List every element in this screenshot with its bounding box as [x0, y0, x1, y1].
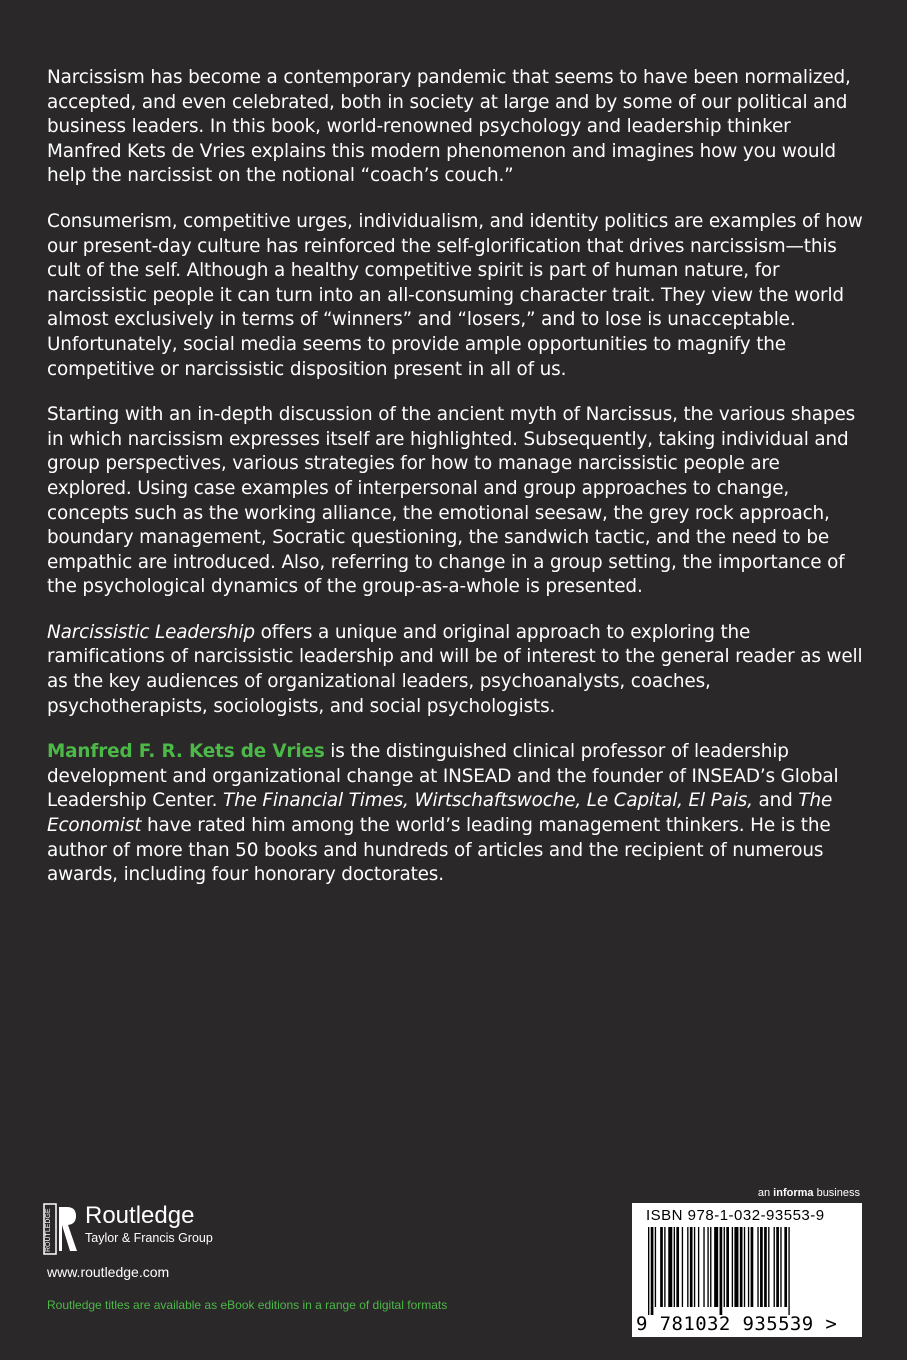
publisher-block [43, 1203, 213, 1255]
barcode-bar [682, 1227, 683, 1307]
barcode-bar [732, 1227, 733, 1307]
barcode-bar [734, 1227, 738, 1307]
barcode-bar [655, 1227, 656, 1307]
blurb-paragraph-1: Narcissism has become a contemporary pandemic that seems to have been normalized, accepted, and even celebrated, both in society at large and by some of our political and business leaders. In this book, world-renowned psychology and leadership thinker Manfred Kets de Vries explains this modern phenomenon and imagines how you would help the narcissist on the notional “coach’s couch.” [47, 67, 851, 187]
ean-digits: 9 781032 935539 > [636, 1313, 838, 1335]
barcode-bar [660, 1227, 663, 1307]
isbn-label: ISBN 978-1-032-93553-9 [646, 1207, 825, 1224]
ebook-note: Routledge titles are available as eBook editions in a range of digital formats [47, 1298, 448, 1312]
barcode-bar [651, 1227, 654, 1315]
barcode-bar [703, 1227, 704, 1307]
publisher-name: Routledge [85, 1202, 195, 1229]
barcode-bar [757, 1227, 758, 1307]
author-bio-text-3: have rated him among the world’s leading management thinkers. He is the author of more than 50 books and hundreds of articles and the recipient of numerous awards, including four honorary doctorates. [47, 815, 831, 886]
barcode-bar [726, 1227, 729, 1307]
barcode-bar [776, 1227, 779, 1307]
barcode-bar [780, 1227, 781, 1307]
author-bio-text-1: is the distinguished clinical professor of leadership development and organizational change at INSEAD and the founder of INSEAD’s Global Leadership Center. [47, 741, 839, 812]
barcode-bar [694, 1227, 695, 1307]
barcode-bar [687, 1227, 688, 1307]
barcode-bar [744, 1227, 745, 1307]
author-bio-publications: The Financial Times, Wirtschaftswoche, Le Capital, El Pais, [222, 790, 753, 812]
barcode-bar [676, 1227, 679, 1307]
barcode-bar [707, 1227, 708, 1307]
blurb-paragraph-4-text: offers a unique and original approach to exploring the ramifications of narcissistic leadership and will be of interest to the general reader as well as the key audiences of organizational leaders, psychoanalysts, coaches, psychotherapists, sociologists, and social psychologists. [47, 621, 863, 717]
barcode-bar [764, 1227, 767, 1307]
blurb-paragraph-3: Starting with an in-depth discussion of the ancient myth of Narcissus, the various shapes in which narcissism expresses itself are highlighted. Subsequently, taking individual and group perspectives, various strategies for how to manage narcissistic people are explored. Using case examples of interpersonal and group approaches to change, concepts such as the working alliance, the emotional seesaw, the grey rock approach, boundary management, Socratic questioning, the sandwich tactic, and the need to be empathic are introduced. Also, referring to change in a group setting, the importance of the psychological dynamics of the group-as-a-whole is presented. [47, 404, 856, 598]
barcode-box [632, 1203, 862, 1337]
informa-brand: informa [773, 1187, 814, 1199]
publisher-url[interactable]: www.routledge.com [47, 1264, 170, 1280]
barcode-bar [740, 1227, 743, 1307]
blurb-paragraph-2: Consumerism, competitive urges, individualism, and identity politics are examples of how our present-day culture has reinforced the self-glorification that drives narcissism—this cult of the self. Although a healthy competitive spirit is part of human nature, for narcissistic people it can turn into an all-consuming character trait. They view the world almost exclusively in terms of “winners” and “losers,” and to lose is unacceptable. Unfortunately, social media seems to provide ample opportunities to magnify the competitive or narcissistic disposition present in all of us. [47, 210, 863, 380]
barcode-bar [698, 1227, 699, 1307]
book-title: Narcissistic Leadership [47, 621, 255, 643]
barcode-bar [668, 1227, 672, 1307]
barcode-bar [748, 1227, 749, 1307]
barcode-bar [724, 1227, 725, 1307]
author-bio [47, 740, 869, 888]
barcode-bar [760, 1227, 763, 1307]
barcode-bar [664, 1227, 665, 1307]
barcode-bar [690, 1227, 693, 1307]
informa-prefix: an [757, 1187, 774, 1199]
informa-suffix: business [813, 1187, 860, 1199]
barcode-bars [642, 1227, 852, 1315]
barcode-bar [710, 1227, 711, 1307]
author-bio-publication-last: The Economist [47, 790, 833, 837]
barcode-bar [648, 1227, 649, 1315]
barcode-bar [768, 1227, 769, 1307]
barcode-bar [720, 1227, 723, 1315]
blurb-paragraph-4 [47, 621, 869, 719]
informa-tagline [758, 1187, 860, 1199]
publisher-group: Taylor & Francis Group [85, 1231, 213, 1245]
back-cover-blurb [47, 66, 869, 909]
barcode-bar [784, 1227, 787, 1307]
barcode-bar [751, 1227, 754, 1307]
barcode-bar [788, 1227, 789, 1315]
barcode-bar [714, 1227, 718, 1307]
routledge-logo-icon [43, 1203, 79, 1255]
author-name: Manfred F. R. Kets de Vries [47, 741, 325, 763]
barcode-bar [674, 1227, 675, 1307]
barcode-bar [774, 1227, 775, 1307]
author-bio-text-2: and [752, 790, 799, 812]
svg-text:ROUTLEDGE: ROUTLEDGE [45, 1208, 52, 1252]
